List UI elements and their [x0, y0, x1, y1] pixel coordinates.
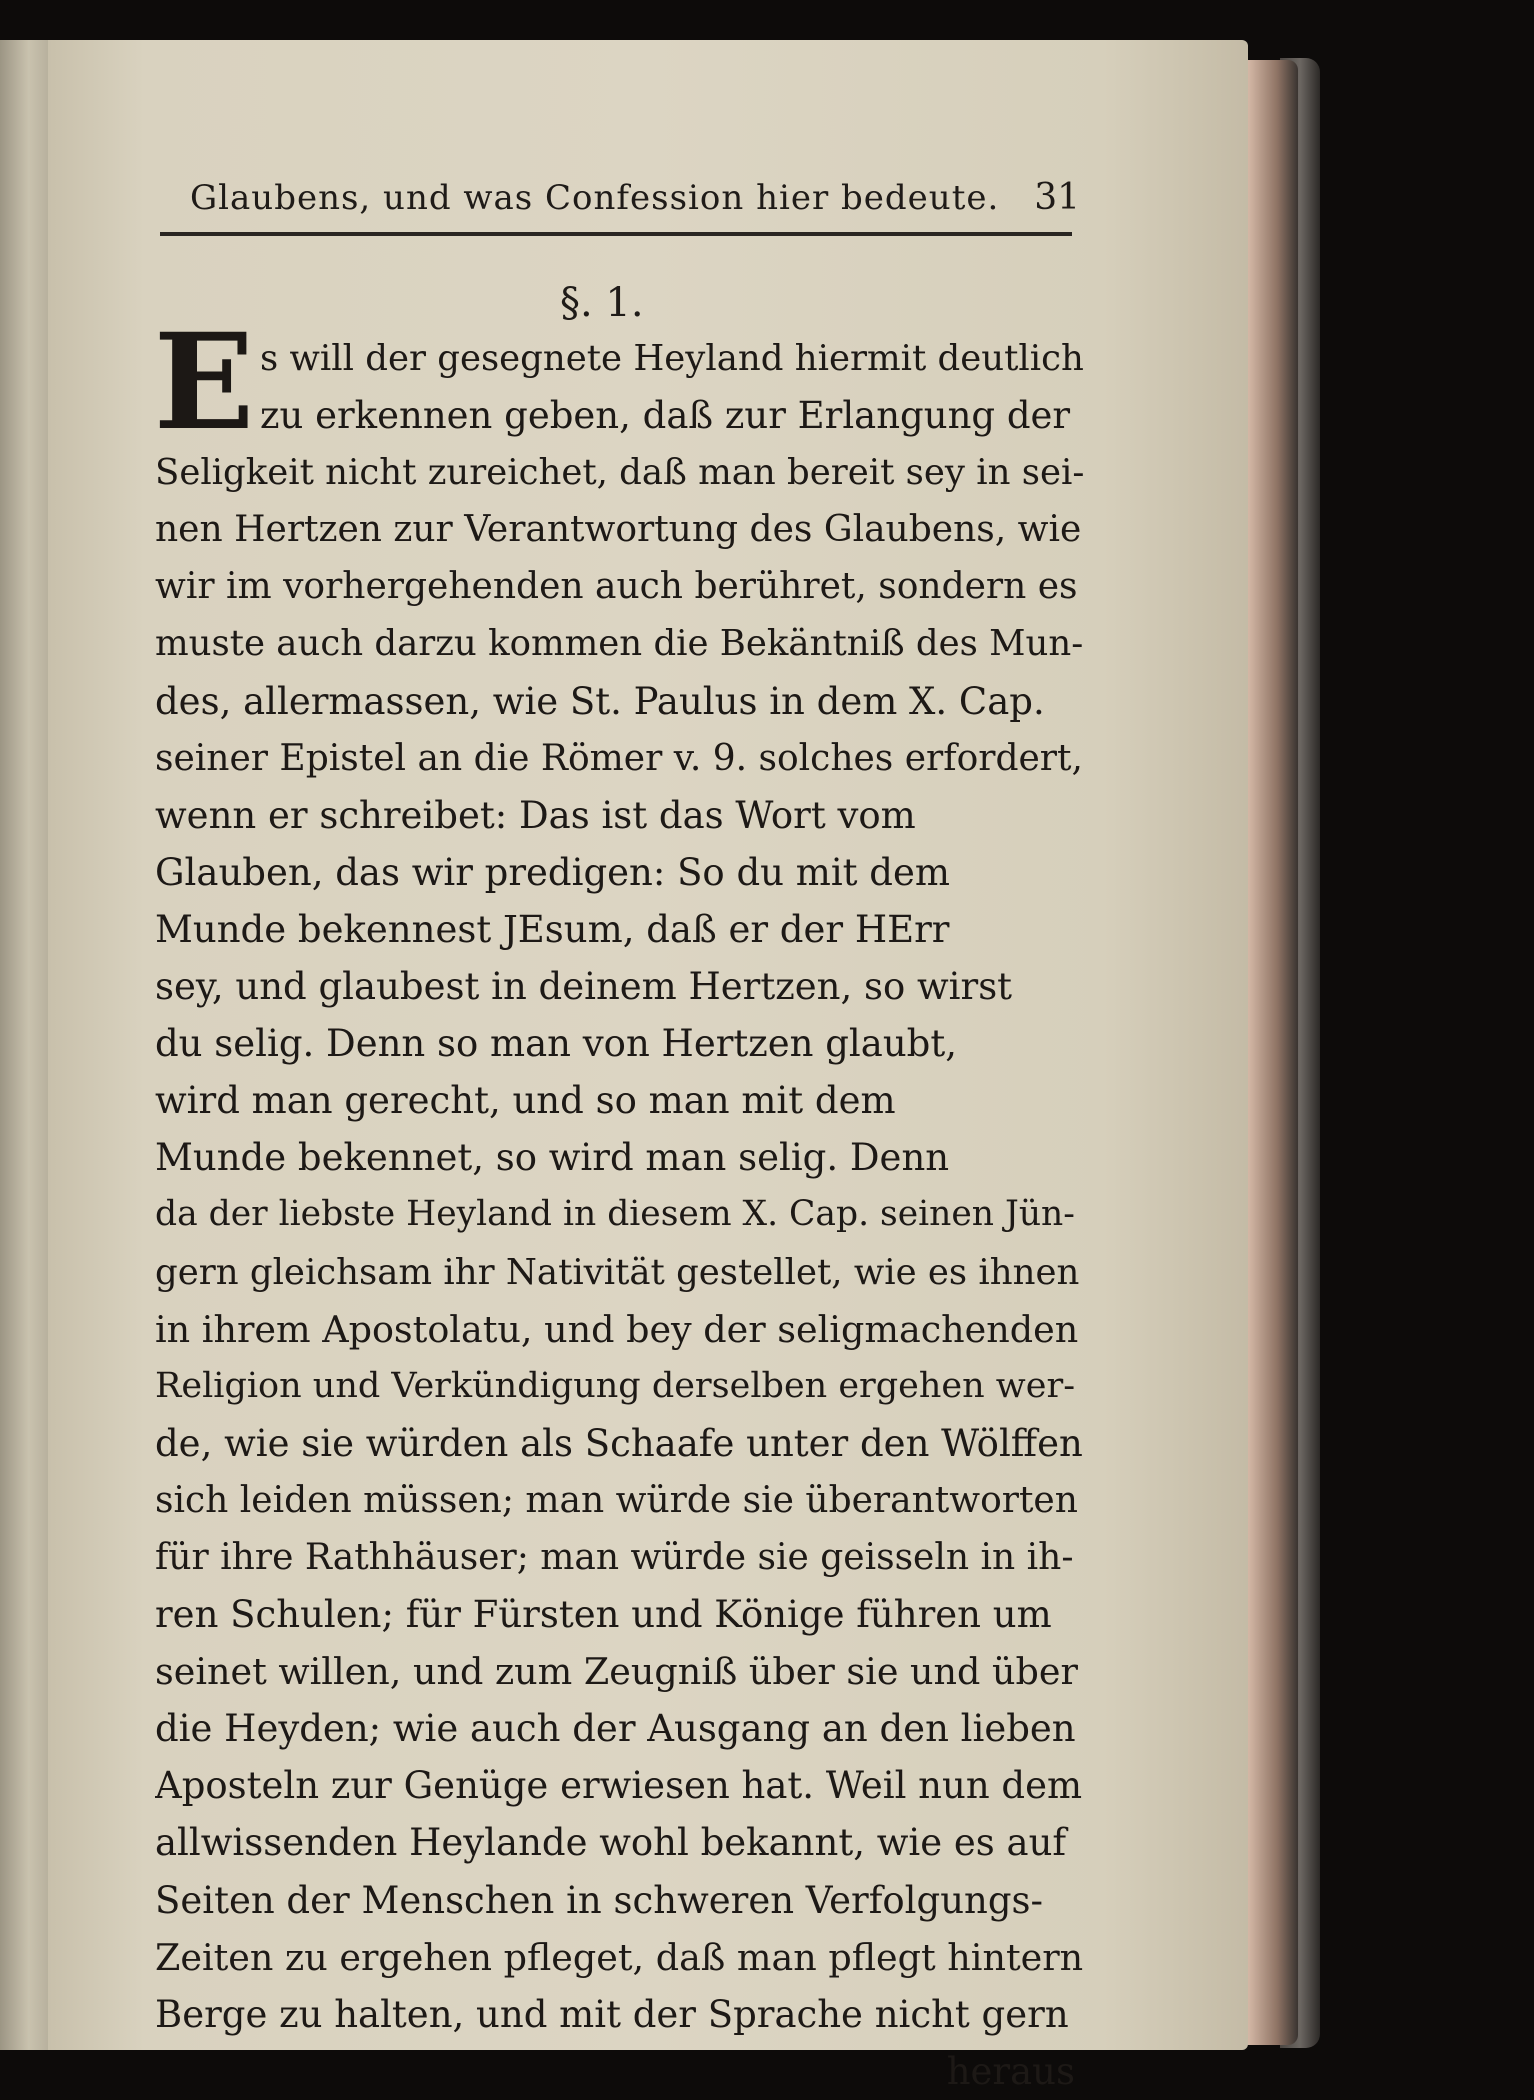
header-rule: [160, 232, 1072, 236]
page-number: 31: [1034, 177, 1080, 218]
text-line: s will der gesegnete Heyland hiermit deutlich: [260, 338, 1084, 379]
section-mark: §. 1.: [560, 280, 644, 326]
text-line: muste auch darzu kommen die Bekäntniß des Mun-: [155, 623, 1084, 665]
text-line: nen Hertzen zur Verantwortung des Glaubens, wie: [155, 509, 1082, 551]
text-line: die Heyden; wie auch der Ausgang an den lieben: [155, 1707, 1076, 1751]
text-line: sey, und glaubest in deinem Hertzen, so wirst: [155, 965, 1013, 1009]
text-line: allwissenden Heylande wohl bekannt, wie es auf: [155, 1821, 1067, 1865]
text-line: seinet willen, und zum Zeugniß über sie und über: [155, 1650, 1078, 1694]
text-line: Aposteln zur Genüge erwiesen hat. Weil nun dem: [155, 1764, 1083, 1808]
text-line: zu erkennen geben, daß zur Erlangung der: [260, 394, 1071, 438]
text-line: ren Schulen; für Fürsten und Könige führen um: [155, 1593, 1052, 1637]
drop-cap: E: [153, 305, 255, 460]
text-line: wird man gerecht, und so man mit dem: [155, 1079, 896, 1123]
text-line: Religion und Verkündigung derselben ergehen wer-: [155, 1365, 1076, 1406]
text-line: gern gleichsam ihr Nativität gestellet, wie es ihnen: [155, 1251, 1080, 1293]
text-line: Glauben, das wir predigen: So du mit dem: [155, 850, 950, 894]
text-line: du selig. Denn so man von Hertzen glaubt,: [155, 1022, 957, 1066]
text-line: Munde bekennet, so wird man selig. Denn: [155, 1136, 950, 1180]
text-line: Seiten der Menschen in schweren Verfolgungs-: [155, 1878, 1044, 1922]
running-header: [190, 168, 1080, 218]
text-line: seiner Epistel an die Römer v. 9. solches erfordert,: [155, 737, 1083, 779]
text-line: Munde bekennest JEsum, daß er der HErr: [155, 907, 950, 951]
catchword: heraus: [946, 2049, 1075, 2093]
text-line: da der liebste Heyland in diesem X. Cap. seinen Jün-: [155, 1194, 1075, 1235]
text-line: Seligkeit nicht zureichet, daß man bereit sey in sei-: [155, 452, 1085, 494]
text-line: Berge zu halten, und mit der Sprache nicht gern: [155, 1992, 1069, 2036]
left-page-edge: [0, 40, 48, 2050]
text-line: Zeiten zu ergehen pfleget, daß man pflegt hintern: [155, 1935, 1084, 1979]
text-line: in ihrem Apostolatu, und bey der seligmachenden: [155, 1307, 1079, 1351]
text-line: des, allermassen, wie St. Paulus in dem X. Cap.: [155, 679, 1045, 723]
text-line: für ihre Rathhäuser; man würde sie geisseln in ih-: [155, 1536, 1074, 1578]
body-text: [155, 330, 1085, 2100]
text-line: wir im vorhergehenden auch berühret, sondern es: [155, 566, 1078, 608]
text-line: de, wie sie würden als Schaafe unter den Wölffen: [155, 1421, 1083, 1465]
running-title: Glaubens, und was Confession hier bedeute.: [190, 178, 1000, 218]
text-line: sich leiden müssen; man würde sie überantworten: [155, 1479, 1078, 1521]
text-line: wenn er schreibet: Das ist das Wort vom: [155, 793, 916, 837]
